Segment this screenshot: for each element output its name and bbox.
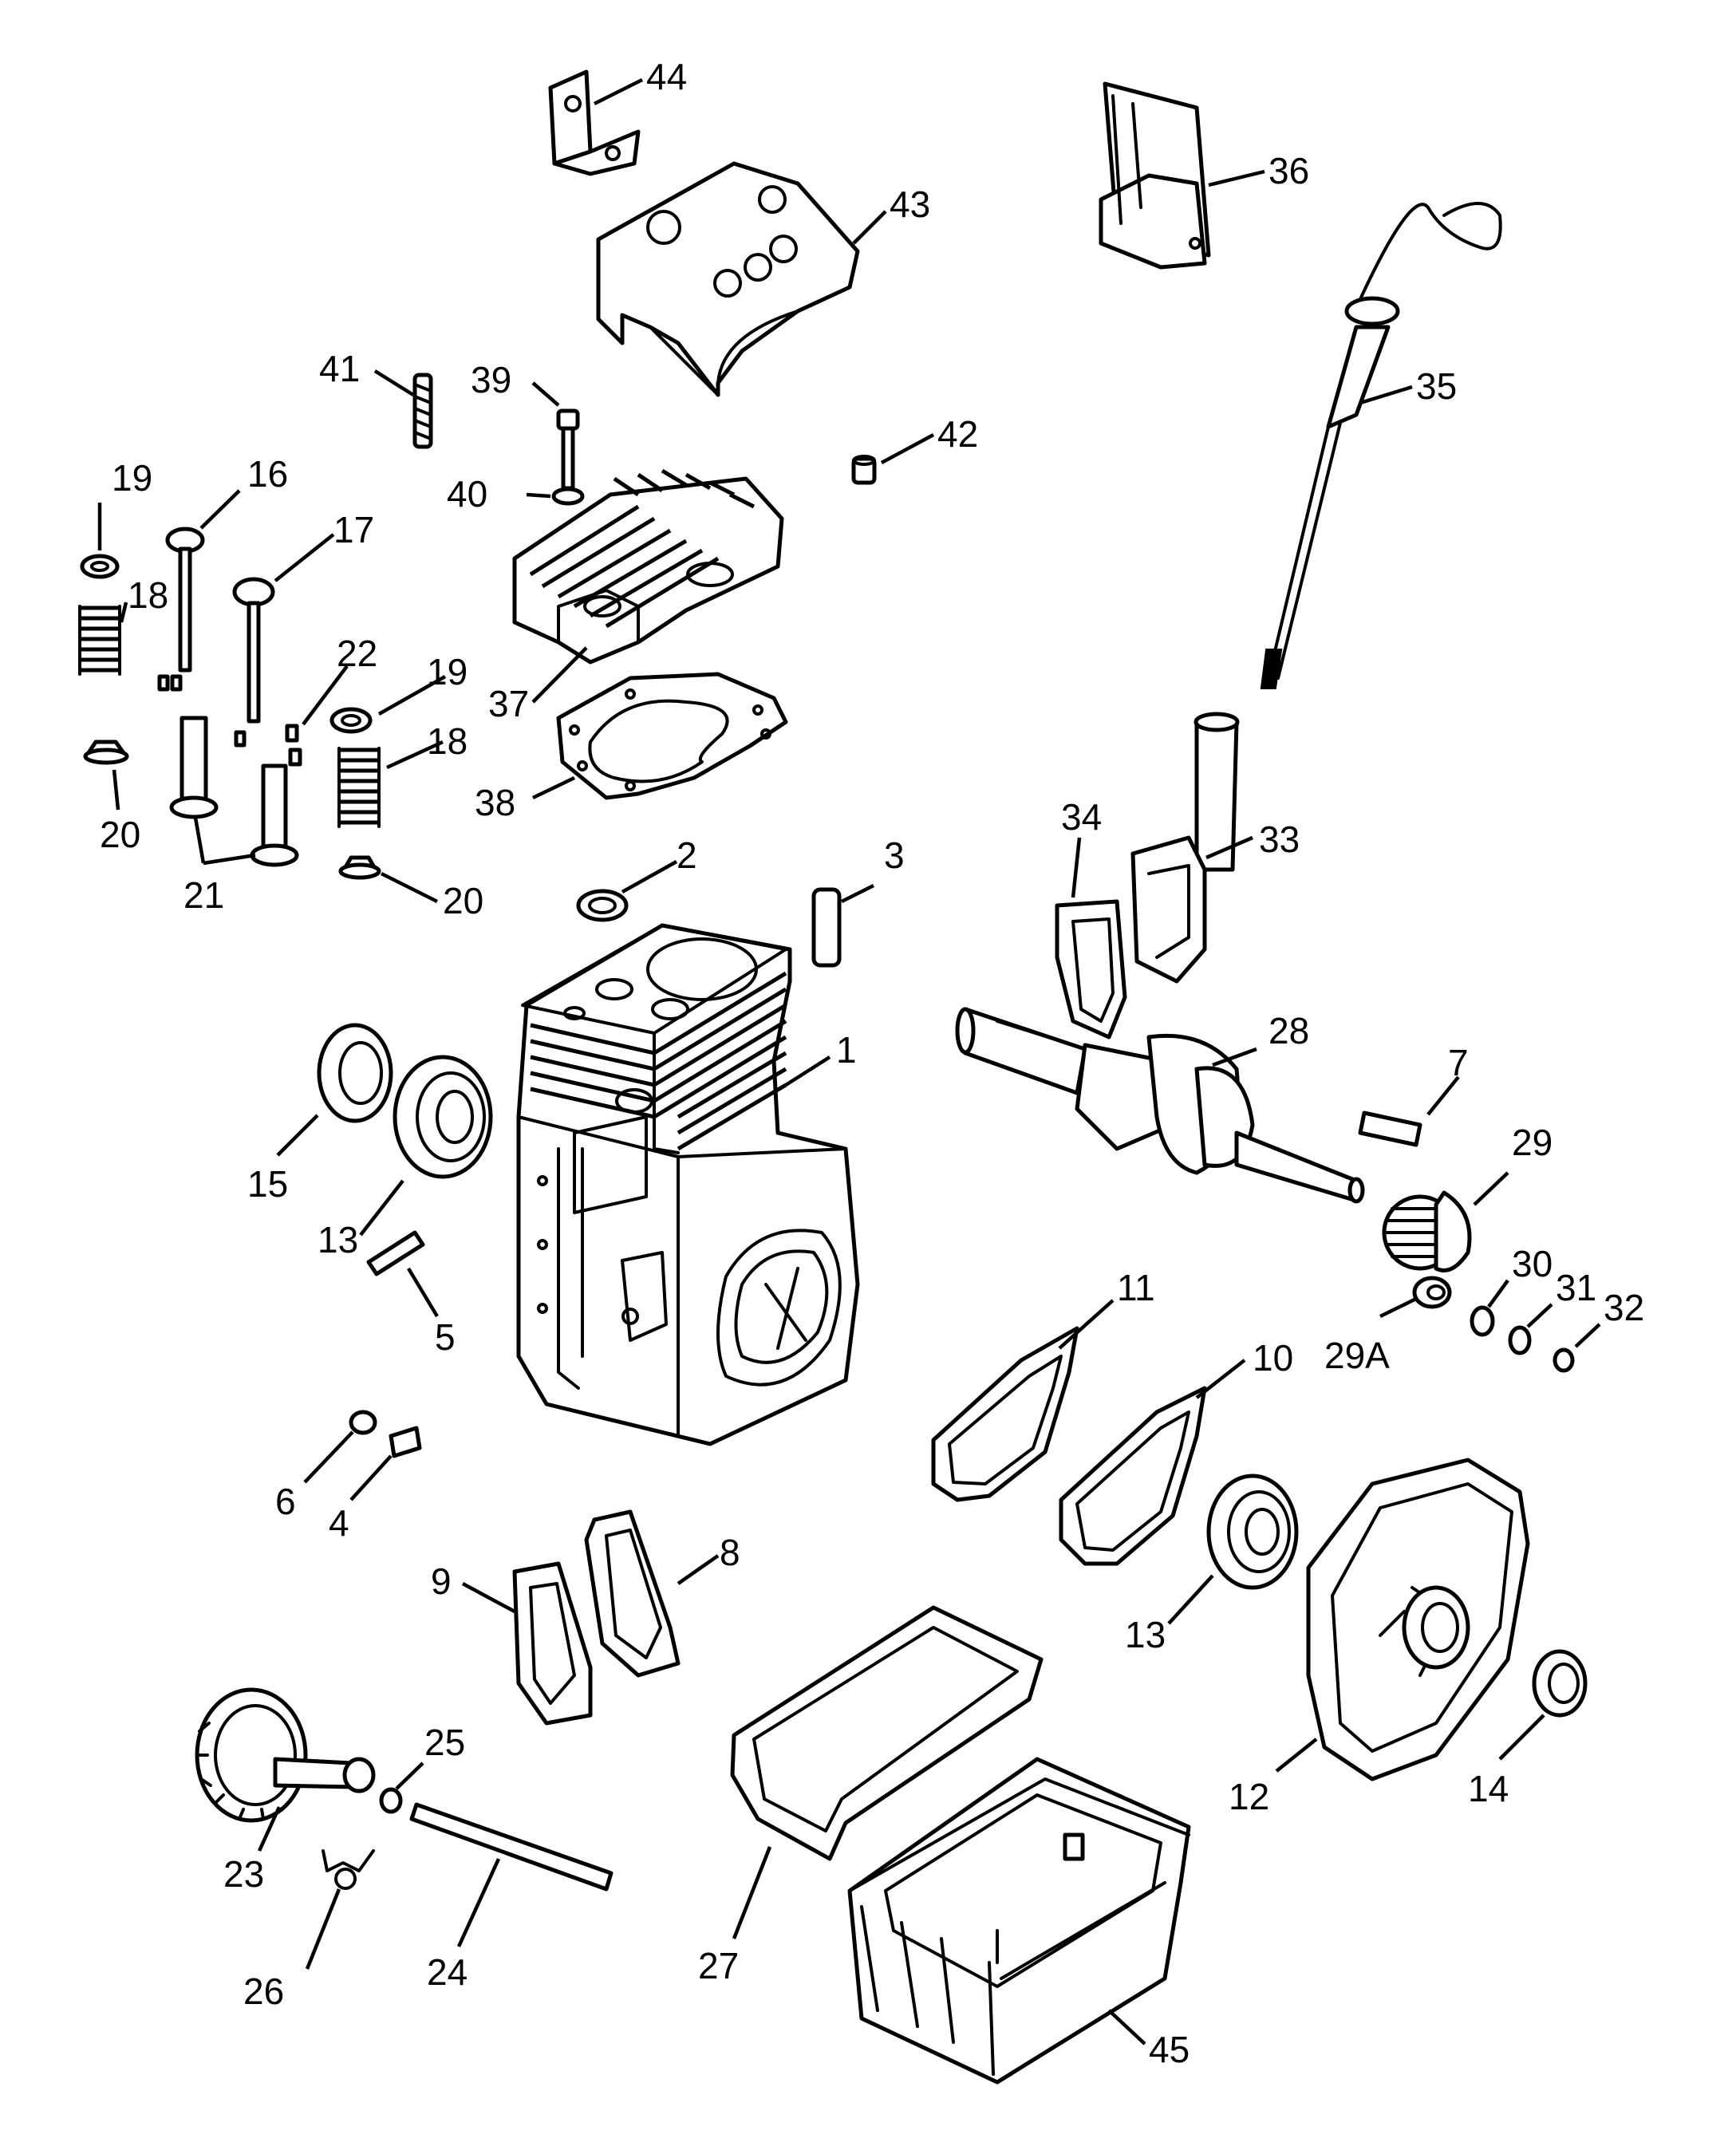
part-23-camshaft	[197, 1690, 373, 1821]
callout-33: 33	[1259, 819, 1300, 860]
part-1-cylinder-block	[519, 925, 858, 1444]
part-31-washer	[1510, 1328, 1529, 1353]
callout-20a: 20	[100, 814, 141, 855]
part-45-oil-pan	[850, 1759, 1189, 2082]
callout-38: 38	[475, 782, 516, 823]
part-14-oil-seal	[1534, 1651, 1585, 1715]
part-35-dipstick	[1262, 203, 1501, 688]
part-12-crankcase-cover	[1308, 1460, 1528, 1779]
callout-14: 14	[1468, 1768, 1509, 1809]
callout-20b: 20	[443, 880, 484, 921]
callout-36: 36	[1268, 150, 1310, 191]
callout-18a: 18	[128, 574, 169, 616]
part-5-dowel-pin	[369, 1233, 423, 1274]
part-42-pin	[854, 456, 874, 483]
part-30-washer	[1472, 1308, 1493, 1335]
part-8-gasket	[586, 1512, 678, 1675]
callout-2: 2	[677, 834, 697, 876]
callout-4: 4	[329, 1502, 349, 1544]
callout-17: 17	[333, 509, 375, 550]
callout-3: 3	[884, 834, 905, 876]
callout-16: 16	[247, 453, 289, 495]
callout-11: 11	[1117, 1267, 1155, 1308]
part-13-ball-bearing	[395, 1057, 491, 1177]
part-34-gasket	[1057, 901, 1125, 1037]
callout-13a: 13	[318, 1219, 359, 1260]
part-17-valve	[235, 579, 273, 721]
part-6-plug	[351, 1412, 375, 1433]
callout-18b: 18	[427, 720, 468, 762]
callout-12: 12	[1229, 1776, 1270, 1817]
part-13-ball-bearing-b	[1209, 1476, 1296, 1588]
part-29A-bushing	[1414, 1278, 1450, 1307]
part-10-gasket	[1061, 1388, 1205, 1564]
callout-1: 1	[836, 1029, 857, 1071]
callout-6: 6	[275, 1481, 296, 1522]
part-20-cap-b	[341, 858, 379, 878]
callout-19b: 19	[427, 651, 468, 692]
callout-13b: 13	[1125, 1614, 1166, 1655]
part-38-head-gasket	[558, 674, 786, 798]
callout-19a: 19	[112, 457, 153, 499]
callout-29: 29	[1512, 1122, 1553, 1163]
part-43-shroud	[598, 164, 858, 395]
part-26-clip	[323, 1851, 373, 1888]
part-2-seal	[578, 891, 626, 920]
callout-22: 22	[337, 633, 378, 674]
callout-45: 45	[1149, 2029, 1190, 2070]
part-19-retainer	[82, 556, 117, 577]
callout-30: 30	[1512, 1243, 1553, 1284]
callout-43: 43	[890, 183, 931, 225]
callout-29A: 29A	[1324, 1335, 1390, 1376]
callout-37: 37	[488, 683, 530, 724]
callout-41: 41	[319, 348, 361, 389]
callout-25: 25	[424, 1722, 466, 1763]
callout-7: 7	[1448, 1042, 1469, 1083]
callout-40: 40	[447, 473, 488, 515]
callout-31: 31	[1556, 1267, 1597, 1308]
callout-44: 44	[646, 56, 688, 97]
part-29-crank-gear	[1384, 1193, 1470, 1271]
part-25-washer	[381, 1789, 400, 1812]
callout-32: 32	[1604, 1287, 1645, 1328]
part-39-bolt	[558, 411, 578, 488]
part-33-oil-fill-tube	[1133, 714, 1237, 981]
part-19-retainer-b	[332, 709, 370, 732]
callout-9: 9	[431, 1560, 452, 1602]
part-9-cover-plate	[515, 1564, 590, 1723]
callout-39: 39	[471, 359, 512, 400]
part-24-shaft	[412, 1805, 611, 1889]
callout-8: 8	[720, 1532, 740, 1573]
callout-28: 28	[1268, 1010, 1310, 1051]
part-4-pin	[391, 1428, 420, 1456]
callout-42: 42	[937, 413, 979, 455]
callout-35: 35	[1416, 365, 1458, 407]
part-20-cap	[85, 742, 127, 763]
part-41-stud	[415, 375, 431, 447]
part-18-spring	[80, 606, 120, 674]
callout-24: 24	[427, 1951, 468, 1993]
part-18-spring-b	[339, 748, 379, 826]
part-40-washer	[554, 489, 582, 503]
callout-10: 10	[1253, 1337, 1294, 1379]
part-36-baffle	[1101, 84, 1209, 267]
callout-26: 26	[243, 1971, 285, 2012]
part-3-dowel-pin	[814, 890, 839, 965]
part-15-oil-seal	[319, 1025, 391, 1121]
part-7-dowel-pin	[1360, 1113, 1420, 1145]
callout-5: 5	[435, 1316, 456, 1358]
part-16-valve	[168, 529, 203, 670]
callout-15: 15	[247, 1163, 289, 1205]
part-32-lock-washer	[1555, 1350, 1572, 1371]
callout-23: 23	[223, 1853, 265, 1895]
callout-21: 21	[183, 874, 225, 916]
callout-27: 27	[698, 1945, 740, 1986]
callout-34: 34	[1061, 796, 1103, 838]
part-11-gasket	[933, 1328, 1077, 1500]
